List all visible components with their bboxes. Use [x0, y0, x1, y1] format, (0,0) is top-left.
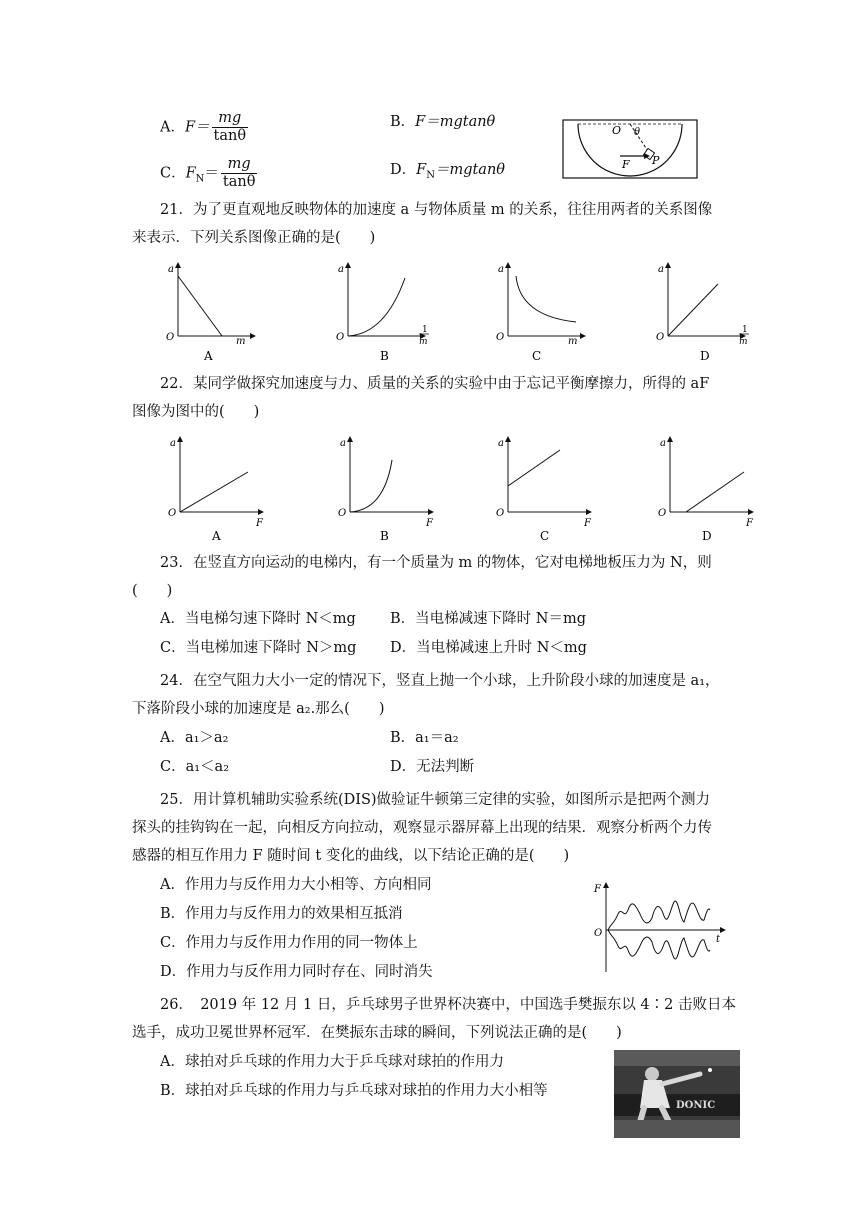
q26-line-2: 选手，成功卫冕世界杯冠军．在樊振东击球的瞬间，下列说法正确的是( ): [132, 1025, 622, 1041]
q23-option-b: B．当电梯减速下降时 N＝mg: [390, 611, 586, 627]
q24-option-d: D．无法判断: [390, 759, 475, 775]
graph-curve: [348, 278, 405, 336]
container-outline: [563, 120, 697, 178]
q23-option-d: D．当电梯减速上升时 N＜mg: [390, 640, 587, 656]
graph-caption: A: [212, 529, 221, 543]
origin-label: O: [496, 332, 505, 343]
origin-label: O: [658, 508, 667, 519]
force-curve-upper: [608, 901, 710, 930]
bowl-curve: [578, 124, 682, 176]
x-label: F: [584, 518, 591, 529]
y-arrow-icon: [175, 262, 181, 268]
label-o: O: [612, 124, 622, 137]
graph-line: [180, 472, 248, 512]
q25-option-c: C．作用力与反作用力作用的同一物体上: [160, 935, 418, 951]
graph-line: [178, 276, 222, 336]
option-rest: ＝mgtanθ: [434, 162, 506, 178]
graph-caption: C: [532, 349, 542, 363]
y-arrow-icon: [665, 262, 671, 268]
label-f: F: [622, 158, 630, 171]
q23-option-c: C．当电梯加速下降时 N＞mg: [160, 640, 357, 656]
y-label: a: [340, 438, 346, 449]
q20-option-d: [390, 160, 505, 186]
q26-line-1: 26． 2019 年 12 月 1 日，乒乓球男子世界杯决赛中，中国选手樊振东以 4∶2 击败日本: [160, 997, 736, 1013]
option-lhs: F＝: [184, 119, 210, 136]
q23-line-1: 23．在竖直方向运动的电梯内，有一个质量为 m 的物体，它对电梯地板压力为 N，则: [160, 555, 712, 571]
equals: ＝: [204, 165, 219, 182]
denominator: tanθ: [213, 128, 247, 144]
y-label: a: [168, 264, 174, 275]
subscript: N: [195, 173, 205, 185]
y-label: a: [498, 438, 504, 449]
option-lhs: F: [416, 162, 427, 178]
q24-line-1: 24．在空气阻力大小一定的情况下，竖直上抛一个小球，上升阶段小球的加速度是 a₁，: [160, 673, 720, 689]
option-prefix: B．: [390, 114, 416, 130]
q24-option-b: B．a₁＝a₂: [390, 730, 459, 746]
y-label: a: [498, 264, 504, 275]
x-arrow-icon: [428, 509, 434, 515]
q22-graph-d: [652, 430, 762, 546]
graph-line: [686, 472, 744, 512]
q21-graph-a: [160, 256, 270, 366]
option-lhs: F: [185, 165, 196, 182]
q22-graph-b: [332, 430, 442, 546]
y-label: a: [660, 438, 666, 449]
origin-label: O: [168, 508, 177, 519]
graph-caption: D: [700, 349, 710, 363]
y-label: a: [170, 438, 176, 449]
q20-bowl-figure: [560, 118, 700, 182]
q21-line-2: 来表示．下列关系图像正确的是( ): [132, 230, 376, 246]
x-arrow-icon: [748, 509, 754, 515]
player-head: [645, 1067, 659, 1081]
origin-label: O: [594, 928, 603, 939]
fraction: [221, 156, 258, 191]
numerator: mg: [221, 156, 258, 174]
q21-graph-b: [330, 256, 440, 366]
q25-option-d: D．作用力与反作用力同时存在、同时消失: [160, 964, 433, 980]
q24-option-c: C．a₁＜a₂: [160, 759, 230, 775]
stands: [614, 1050, 740, 1066]
q25-option-b: B．作用力与反作用力的效果相互抵消: [160, 906, 403, 922]
y-arrow-icon: [667, 436, 673, 442]
t-label: t: [716, 934, 721, 945]
q26-option-a: A．球拍对乒乓球的作用力大于乒乓球对球拍的作用力: [160, 1054, 504, 1070]
f-label: F: [594, 884, 601, 895]
origin-label: O: [166, 332, 175, 343]
graph-caption: A: [204, 349, 213, 363]
x-label-denominator: m: [739, 337, 748, 347]
x-label: F: [746, 518, 753, 529]
f-arrow-icon: [603, 882, 609, 888]
q25-line-3: 感器的相互作用力 F 随时间 t 变化的曲线，以下结论正确的是( ): [132, 848, 570, 864]
q22-graph-c: [490, 430, 600, 546]
q22-line-2: 图像为图中的( ): [132, 404, 260, 420]
q24-line-2: 下落阶段小球的加速度是 a₂.那么( ): [132, 701, 385, 717]
graph-curve: [516, 276, 576, 322]
option-text: F＝mgtanθ: [415, 114, 496, 130]
origin-label: O: [336, 332, 345, 343]
x-label: m: [568, 336, 578, 347]
floor: [614, 1120, 740, 1138]
q21-graph-c: [490, 256, 600, 366]
q25-line-1: 25．用计算机辅助实验系统(DIS)做验证牛顿第三定律的实验，如图所示是把两个测力: [160, 792, 711, 808]
x-arrow-icon: [258, 509, 264, 515]
subscript: N: [426, 169, 435, 181]
graph-curve: [350, 460, 392, 512]
label-theta: θ: [634, 127, 641, 138]
x-arrow-icon: [250, 333, 256, 339]
graph-caption: B: [380, 529, 389, 543]
fraction: [212, 110, 249, 145]
q24-option-a: A．a₁＞a₂: [160, 730, 229, 746]
y-arrow-icon: [345, 262, 351, 268]
q21-line-1: 21．为了更直观地反映物体的加速度 a 与物体质量 m 的关系，往往用两者的关系图像: [160, 202, 713, 218]
q25-line-2: 探头的挂钩钩在一起，向相反方向拉动，观察显示器屏幕上出现的结果．观察分析两个力传: [132, 820, 712, 836]
force-curve-lower: [608, 930, 710, 959]
graph-line: [668, 284, 718, 336]
option-prefix: C．: [160, 165, 186, 182]
graph-line: [508, 450, 560, 486]
q23-option-a: A．当电梯匀速下降时 N＜mg: [160, 611, 356, 627]
y-arrow-icon: [347, 436, 353, 442]
origin-label: O: [338, 508, 347, 519]
x-label-denominator: m: [419, 337, 428, 347]
ad-board-text: DONIC: [676, 1100, 716, 1111]
denominator: tanθ: [222, 174, 256, 190]
t-arrow-icon: [720, 927, 726, 933]
q20-option-c: [160, 156, 257, 191]
q26-option-b: B．球拍对乒乓球的作用力与乒乓球对球拍的作用力大小相等: [160, 1083, 548, 1099]
q25-option-a: A．作用力与反作用力大小相等、方向相同: [160, 877, 432, 893]
numerator: mg: [212, 110, 249, 128]
q25-force-time-figure: [592, 880, 728, 976]
q21-graph-d: [650, 256, 760, 366]
y-arrow-icon: [505, 436, 511, 442]
q22-line-1: 22．某同学做探究加速度与力、质量的关系的实验中由于忘记平衡摩擦力，所得的 aF: [160, 376, 710, 392]
origin-label: O: [496, 508, 505, 519]
graph-caption: C: [540, 529, 550, 543]
x-label-numerator: 1: [742, 325, 748, 335]
option-prefix: A．: [160, 119, 185, 136]
x-label: F: [426, 518, 433, 529]
option-prefix: D．: [390, 162, 417, 178]
graph-caption: B: [380, 349, 389, 363]
y-arrow-icon: [177, 436, 183, 442]
q23-line-2: ( ): [132, 583, 173, 599]
y-label: a: [338, 264, 344, 275]
origin-label: O: [656, 332, 665, 343]
label-p: P: [652, 154, 660, 167]
graph-caption: D: [702, 529, 712, 543]
q22-graph-a: [162, 430, 272, 546]
x-label: F: [256, 518, 263, 529]
y-label: a: [658, 264, 664, 275]
q20-option-b: [390, 112, 495, 132]
x-arrow-icon: [586, 509, 592, 515]
x-label-numerator: 1: [422, 325, 428, 335]
ball: [708, 1068, 712, 1072]
q26-player-photo: [614, 1050, 740, 1138]
y-arrow-icon: [505, 262, 511, 268]
q20-option-a: [160, 110, 248, 145]
x-arrow-icon: [580, 333, 586, 339]
x-label: m: [236, 336, 246, 347]
